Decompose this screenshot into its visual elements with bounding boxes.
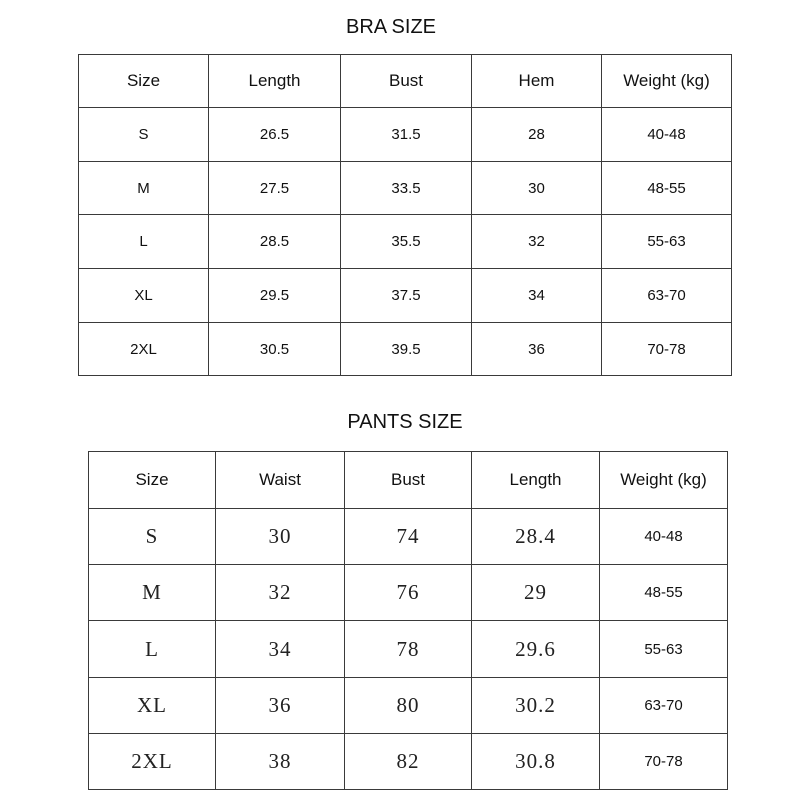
- bra-weight-cell: 40-48: [602, 108, 732, 162]
- bra-hem-cell: 28: [472, 108, 602, 162]
- pants-length-cell: 30.2: [472, 678, 600, 734]
- bra-bust-cell: 39.5: [341, 323, 472, 376]
- pants-size-cell: M: [89, 565, 216, 621]
- pants-size-title: PANTS SIZE: [347, 411, 463, 433]
- bra-header-size: Size: [79, 55, 209, 108]
- pants-row-s: [89, 509, 728, 565]
- pants-bust-cell: 82: [345, 734, 472, 790]
- bra-header-bust: Bust: [341, 55, 472, 108]
- pants-waist-cell: 30: [216, 509, 345, 565]
- pants-size-cell: S: [89, 509, 216, 565]
- pants-header-size: Size: [89, 452, 216, 509]
- bra-size-title: BRA SIZE: [345, 16, 437, 38]
- bra-weight-cell: 70-78: [602, 323, 732, 376]
- bra-hem-cell: 32: [472, 215, 602, 269]
- bra-row-xl: [79, 269, 732, 323]
- bra-row-l: [79, 215, 732, 269]
- pants-row-m: [89, 565, 728, 621]
- pants-bust-cell: 78: [345, 621, 472, 678]
- pants-bust-cell: 80: [345, 678, 472, 734]
- bra-size-cell: L: [79, 215, 209, 269]
- pants-weight-cell: 55-63: [600, 621, 728, 678]
- bra-hem-cell: 36: [472, 323, 602, 376]
- pants-size-cell: 2XL: [89, 734, 216, 790]
- bra-hem-cell: 30: [472, 162, 602, 215]
- bra-bust-cell: 31.5: [341, 108, 472, 162]
- bra-row-m: [79, 162, 732, 215]
- pants-size-cell: XL: [89, 678, 216, 734]
- pants-waist-cell: 34: [216, 621, 345, 678]
- bra-bust-cell: 33.5: [341, 162, 472, 215]
- bra-weight-cell: 63-70: [602, 269, 732, 323]
- pants-row-xl: [89, 678, 728, 734]
- pants-weight-cell: 48-55: [600, 565, 728, 621]
- bra-header-hem: Hem: [472, 55, 602, 108]
- pants-bust-cell: 76: [345, 565, 472, 621]
- bra-length-cell: 27.5: [209, 162, 341, 215]
- pants-length-cell: 30.8: [472, 734, 600, 790]
- pants-weight-cell: 40-48: [600, 509, 728, 565]
- pants-waist-cell: 38: [216, 734, 345, 790]
- pants-header-length: Length: [472, 452, 600, 509]
- pants-waist-cell: 36: [216, 678, 345, 734]
- pants-waist-cell: 32: [216, 565, 345, 621]
- bra-weight-cell: 55-63: [602, 215, 732, 269]
- pants-length-cell: 29.6: [472, 621, 600, 678]
- pants-header-row: [89, 452, 728, 509]
- pants-header-bust: Bust: [345, 452, 472, 509]
- pants-header-waist: Waist: [216, 452, 345, 509]
- pants-bust-cell: 74: [345, 509, 472, 565]
- bra-weight-cell: 48-55: [602, 162, 732, 215]
- bra-bust-cell: 37.5: [341, 269, 472, 323]
- pants-row-l: [89, 621, 728, 678]
- pants-weight-cell: 63-70: [600, 678, 728, 734]
- bra-row-2xl: [79, 323, 732, 376]
- bra-bust-cell: 35.5: [341, 215, 472, 269]
- bra-size-table: [78, 54, 732, 376]
- bra-row-s: [79, 108, 732, 162]
- bra-size-cell: 2XL: [79, 323, 209, 376]
- pants-size-table: [88, 451, 728, 790]
- pants-row-2xl: [89, 734, 728, 790]
- bra-size-cell: M: [79, 162, 209, 215]
- bra-length-cell: 26.5: [209, 108, 341, 162]
- pants-length-cell: 28.4: [472, 509, 600, 565]
- pants-size-cell: L: [89, 621, 216, 678]
- bra-hem-cell: 34: [472, 269, 602, 323]
- bra-header-row: [79, 55, 732, 108]
- bra-header-weight: Weight (kg): [602, 55, 732, 108]
- pants-length-cell: 29: [472, 565, 600, 621]
- bra-header-length: Length: [209, 55, 341, 108]
- bra-size-cell: XL: [79, 269, 209, 323]
- bra-size-cell: S: [79, 108, 209, 162]
- pants-header-weight: Weight (kg): [600, 452, 728, 509]
- bra-length-cell: 29.5: [209, 269, 341, 323]
- bra-length-cell: 28.5: [209, 215, 341, 269]
- pants-weight-cell: 70-78: [600, 734, 728, 790]
- bra-length-cell: 30.5: [209, 323, 341, 376]
